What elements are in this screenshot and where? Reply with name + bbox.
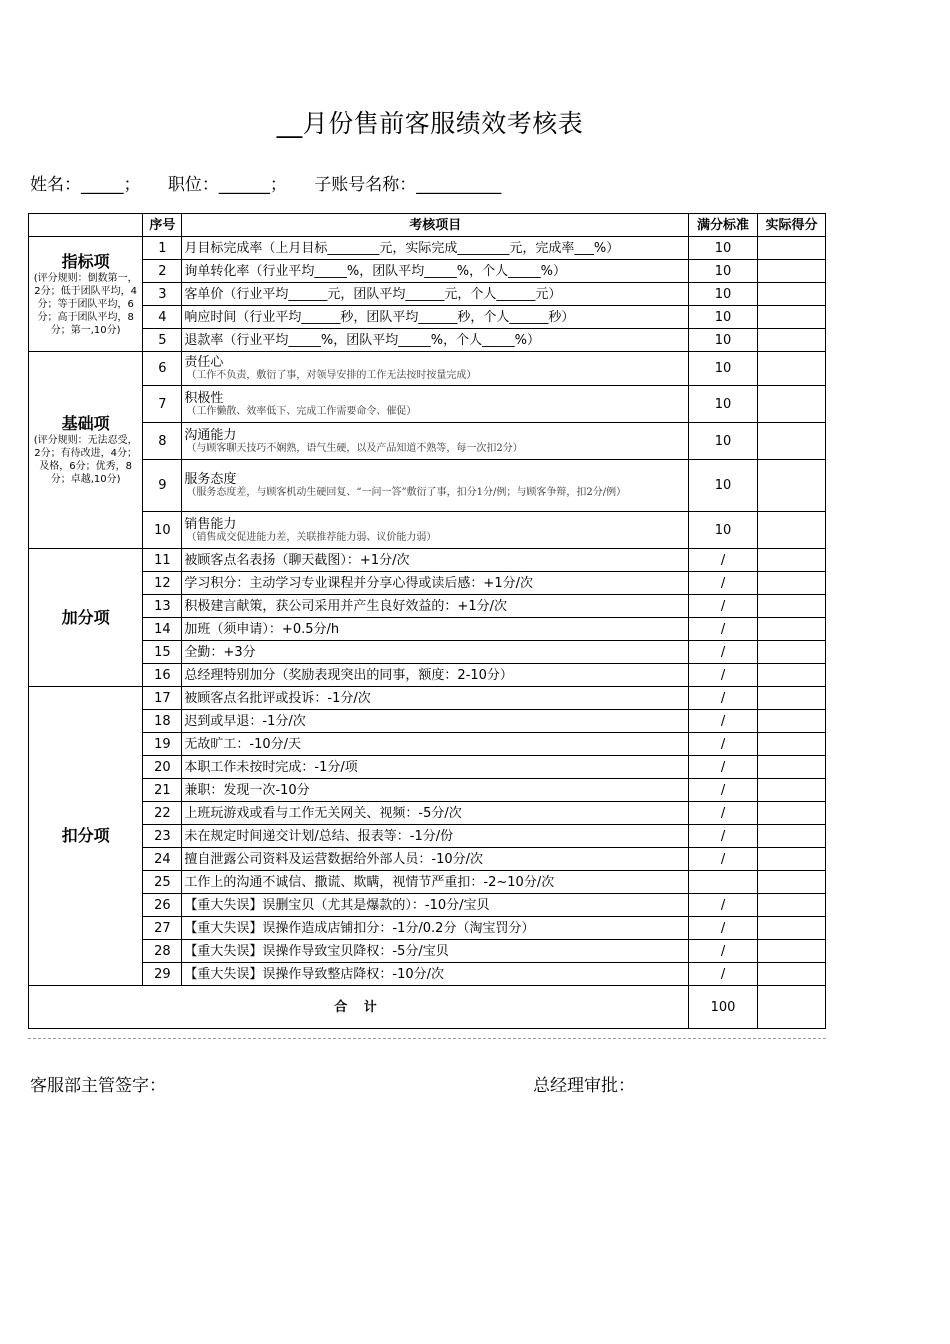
row-number: 25 (143, 871, 182, 894)
row-number: 17 (143, 687, 182, 710)
row-number: 1 (143, 237, 182, 260)
row-number: 4 (143, 306, 182, 329)
row-number: 2 (143, 260, 182, 283)
category-title: 扣分项 (61, 826, 110, 845)
row-max-score: / (689, 825, 758, 848)
row-item (182, 825, 689, 848)
item-text: 【重大失误】误操作造成店铺扣分：-1分/0.2分（淘宝罚分） (184, 920, 535, 936)
row-max-score: 10 (689, 329, 758, 352)
table-row (29, 423, 826, 460)
item-text: 客单价（行业平均______元，团队平均______元，个人______元） (184, 286, 562, 302)
header-category (29, 214, 143, 237)
row-item (182, 572, 689, 595)
table-row (29, 572, 826, 595)
item-text: 【重大失误】误操作导致整店降权：-10分/次 (184, 966, 445, 982)
row-item (182, 512, 689, 549)
item-text: 【重大失误】误删宝贝（尤其是爆款的）：-10分/宝贝 (184, 897, 490, 913)
category-rule: (评分规则：倒数第一，2分；低于团队平均，4分；等于团队平均，6分；高于团队平均，8分；第一,10分) (33, 272, 138, 336)
table-row (29, 894, 826, 917)
supervisor-signature[interactable]: 客服部主管签字： (30, 1076, 166, 1096)
item-text: 责任心 (184, 355, 224, 370)
row-actual-score[interactable] (758, 687, 826, 710)
header-actual-score: 实际得分 (758, 214, 826, 237)
item-note: （销售成交促进能力差，关联推荐能力弱、议价能力弱） (186, 531, 437, 543)
row-item (182, 710, 689, 733)
table-row (29, 963, 826, 986)
row-max-score: / (689, 733, 758, 756)
row-number: 6 (143, 352, 182, 386)
item-text: 未在规定时间递交计划/总结、报表等：-1分/份 (184, 828, 454, 844)
item-text: 学习积分：主动学习专业课程并分享心得或读后感：+1分/次 (184, 575, 533, 591)
table-row (29, 260, 826, 283)
row-actual-score[interactable] (758, 641, 826, 664)
table-row (29, 283, 826, 306)
row-number: 21 (143, 779, 182, 802)
item-text: 被顾客点名表扬（聊天截图）：+1分/次 (184, 552, 410, 568)
row-item (182, 423, 689, 460)
item-text: 全勤：+3分 (184, 644, 256, 660)
row-actual-score[interactable] (758, 871, 826, 894)
row-max-score: 10 (689, 512, 758, 549)
row-actual-score[interactable] (758, 512, 826, 549)
row-item (182, 641, 689, 664)
row-number: 5 (143, 329, 182, 352)
row-item (182, 848, 689, 871)
category-bonus (29, 549, 143, 687)
row-number: 15 (143, 641, 182, 664)
item-text: 兼职：发现一次-10分 (184, 782, 310, 798)
row-actual-score[interactable] (758, 386, 826, 423)
row-max-score: / (689, 756, 758, 779)
item-note: （工作懒散、效率低下、完成工作需要命令、催促） (186, 405, 417, 417)
name-field[interactable]: 姓名：_____； (30, 175, 141, 195)
table-row (29, 595, 826, 618)
item-text: 服务态度 (184, 472, 237, 487)
row-item (182, 260, 689, 283)
category-title: 指标项 (61, 251, 110, 271)
row-number: 3 (143, 283, 182, 306)
row-max-score: / (689, 848, 758, 871)
table-row (29, 618, 826, 641)
item-note: （与顾客聊天技巧不娴熟，语气生硬，以及产品知道不熟等，每一次扣2分） (186, 442, 523, 454)
row-max-score: / (689, 940, 758, 963)
row-actual-score[interactable] (758, 940, 826, 963)
total-max-score: 100 (689, 986, 758, 1029)
row-item (182, 733, 689, 756)
table-row (29, 756, 826, 779)
table-row (29, 687, 826, 710)
row-actual-score[interactable] (758, 352, 826, 386)
table-row (29, 779, 826, 802)
category-title: 基础项 (61, 414, 110, 433)
row-number: 9 (143, 460, 182, 512)
row-max-score: / (689, 917, 758, 940)
table-header (29, 214, 826, 237)
row-max-score: 10 (689, 260, 758, 283)
item-text: 被顾客点名批评或投诉：-1分/次 (184, 690, 371, 706)
row-actual-score[interactable] (758, 549, 826, 572)
row-item (182, 917, 689, 940)
row-actual-score[interactable] (758, 572, 826, 595)
category-title: 加分项 (61, 607, 110, 627)
row-number: 26 (143, 894, 182, 917)
row-item (182, 871, 689, 894)
item-text: 总经理特别加分（奖励表现突出的同事，额度：2-10分） (184, 667, 513, 683)
divider (28, 1038, 826, 1039)
row-max-score: / (689, 664, 758, 687)
row-number: 16 (143, 664, 182, 687)
row-max-score: 10 (689, 386, 758, 423)
row-actual-score[interactable] (758, 894, 826, 917)
item-text: 擅自泄露公司资料及运营数据给外部人员：-10分/次 (184, 851, 484, 867)
account-field[interactable]: 子账号名称：__________ (314, 175, 502, 195)
page-title: __月份售前客服绩效考核表 (276, 109, 584, 138)
row-number: 19 (143, 733, 182, 756)
item-text: 询单转化率（行业平均_____%，团队平均_____%，个人_____%） (184, 263, 566, 279)
row-item (182, 460, 689, 512)
item-text: 加班（须申请）：+0.5分/h (184, 621, 340, 637)
total-label: 合 计 (29, 986, 689, 1029)
row-number: 29 (143, 963, 182, 986)
row-number: 22 (143, 802, 182, 825)
row-number: 7 (143, 386, 182, 423)
row-max-score: / (689, 549, 758, 572)
table-row (29, 710, 826, 733)
table-row (29, 917, 826, 940)
row-actual-score[interactable] (758, 423, 826, 460)
row-max-score (689, 871, 758, 894)
item-note: （服务态度差，与顾客机动生硬回复、“一问一答”敷衍了事，扣分1分/例；与顾客争辩，扣2分/例） (186, 487, 627, 498)
row-max-score: / (689, 618, 758, 641)
total-actual-score[interactable] (758, 986, 826, 1029)
row-item (182, 618, 689, 641)
item-text: 积极性 (184, 390, 224, 406)
row-actual-score[interactable] (758, 963, 826, 986)
row-actual-score[interactable] (758, 756, 826, 779)
table-row (29, 329, 826, 352)
header-max-score: 满分标准 (689, 214, 758, 237)
row-item (182, 283, 689, 306)
row-item (182, 779, 689, 802)
row-number: 24 (143, 848, 182, 871)
row-max-score: / (689, 572, 758, 595)
row-max-score: 10 (689, 423, 758, 460)
row-number: 20 (143, 756, 182, 779)
row-max-score: / (689, 641, 758, 664)
row-max-score: 10 (689, 283, 758, 306)
row-actual-score[interactable] (758, 595, 826, 618)
table-row (29, 386, 826, 423)
item-text: 上班玩游戏或看与工作无关网关、视频：-5分/次 (184, 805, 462, 821)
row-item (182, 549, 689, 572)
table-row (29, 460, 826, 512)
row-number: 10 (143, 512, 182, 549)
row-max-score: 10 (689, 460, 758, 512)
row-number: 11 (143, 549, 182, 572)
row-max-score: / (689, 894, 758, 917)
row-item (182, 595, 689, 618)
position-field[interactable]: 职位：______； (167, 175, 287, 195)
item-text: 迟到或早退：-1分/次 (184, 713, 306, 729)
row-max-score: 10 (689, 237, 758, 260)
row-max-score: / (689, 963, 758, 986)
row-item (182, 963, 689, 986)
table-row (29, 940, 826, 963)
table-row (29, 825, 826, 848)
table-row (29, 352, 826, 386)
row-actual-score[interactable] (758, 618, 826, 641)
employee-info (30, 170, 523, 195)
table-row (29, 549, 826, 572)
table-row (29, 664, 826, 687)
table-row (29, 237, 826, 260)
row-actual-score[interactable] (758, 710, 826, 733)
row-max-score: / (689, 710, 758, 733)
row-number: 28 (143, 940, 182, 963)
table-row (29, 871, 826, 894)
row-actual-score[interactable] (758, 917, 826, 940)
row-number: 23 (143, 825, 182, 848)
category-indicator (29, 237, 143, 352)
row-max-score: / (689, 595, 758, 618)
item-text: 销售能力 (184, 516, 237, 532)
row-number: 27 (143, 917, 182, 940)
row-actual-score[interactable] (758, 237, 826, 260)
row-max-score: 10 (689, 306, 758, 329)
row-actual-score[interactable] (758, 825, 826, 848)
item-text: 沟通能力 (184, 427, 237, 443)
item-text: 本职工作未按时完成：-1分/项 (184, 759, 358, 775)
row-item (182, 664, 689, 687)
row-item (182, 306, 689, 329)
row-item (182, 802, 689, 825)
row-max-score: / (689, 802, 758, 825)
row-actual-score[interactable] (758, 848, 826, 871)
category-basic (29, 352, 143, 549)
item-text: 无故旷工：-10分/天 (184, 736, 302, 752)
category-rule: (评分规则：无法忍受，2分；有待改进，4分；及格，6分；优秀，8分；卓越,10分) (33, 435, 138, 485)
row-item (182, 237, 689, 260)
table-row (29, 733, 826, 756)
row-number: 13 (143, 595, 182, 618)
row-actual-score[interactable] (758, 802, 826, 825)
row-item (182, 756, 689, 779)
row-actual-score[interactable] (758, 779, 826, 802)
header-item: 考核项目 (182, 214, 689, 237)
item-text: 积极建言献策，获公司采用并产生良好效益的：+1分/次 (184, 598, 507, 614)
row-number: 12 (143, 572, 182, 595)
row-item (182, 386, 689, 423)
item-text: 工作上的沟通不诚信、撒谎、欺瞒，视情节严重扣：-2~10分/次 (184, 874, 555, 890)
row-actual-score[interactable] (758, 460, 826, 512)
row-max-score: / (689, 687, 758, 710)
table-row (29, 802, 826, 825)
item-text: 月目标完成率（上月目标________元，实际完成________元，完成率___%） (184, 240, 620, 256)
header-number: 序号 (143, 214, 182, 237)
table-row (29, 512, 826, 549)
row-number: 18 (143, 710, 182, 733)
row-actual-score[interactable] (758, 306, 826, 329)
item-note: （工作不负责，敷衍了事，对领导安排的工作无法按时按量完成） (186, 370, 477, 381)
table-row (29, 641, 826, 664)
row-item (182, 352, 689, 386)
row-item (182, 894, 689, 917)
row-item (182, 687, 689, 710)
category-deduct (29, 687, 143, 986)
row-number: 14 (143, 618, 182, 641)
item-text: 退款率（行业平均_____%，团队平均_____%，个人_____%） (184, 332, 540, 348)
table-row (29, 848, 826, 871)
row-actual-score[interactable] (758, 283, 826, 306)
item-text: 响应时间（行业平均______秒，团队平均______秒，个人______秒） (184, 309, 575, 325)
row-item (182, 940, 689, 963)
item-text: 【重大失误】误操作导致宝贝降权：-5分/宝贝 (184, 943, 449, 959)
row-number: 8 (143, 423, 182, 460)
row-max-score: 10 (689, 352, 758, 386)
total-row (29, 986, 826, 1029)
row-actual-score[interactable] (758, 733, 826, 756)
row-actual-score[interactable] (758, 329, 826, 352)
row-max-score: / (689, 779, 758, 802)
row-item (182, 329, 689, 352)
table-row (29, 306, 826, 329)
row-actual-score[interactable] (758, 260, 826, 283)
assessment-table (28, 213, 826, 1029)
row-actual-score[interactable] (758, 664, 826, 687)
manager-approval[interactable]: 总经理审批： (533, 1076, 635, 1096)
